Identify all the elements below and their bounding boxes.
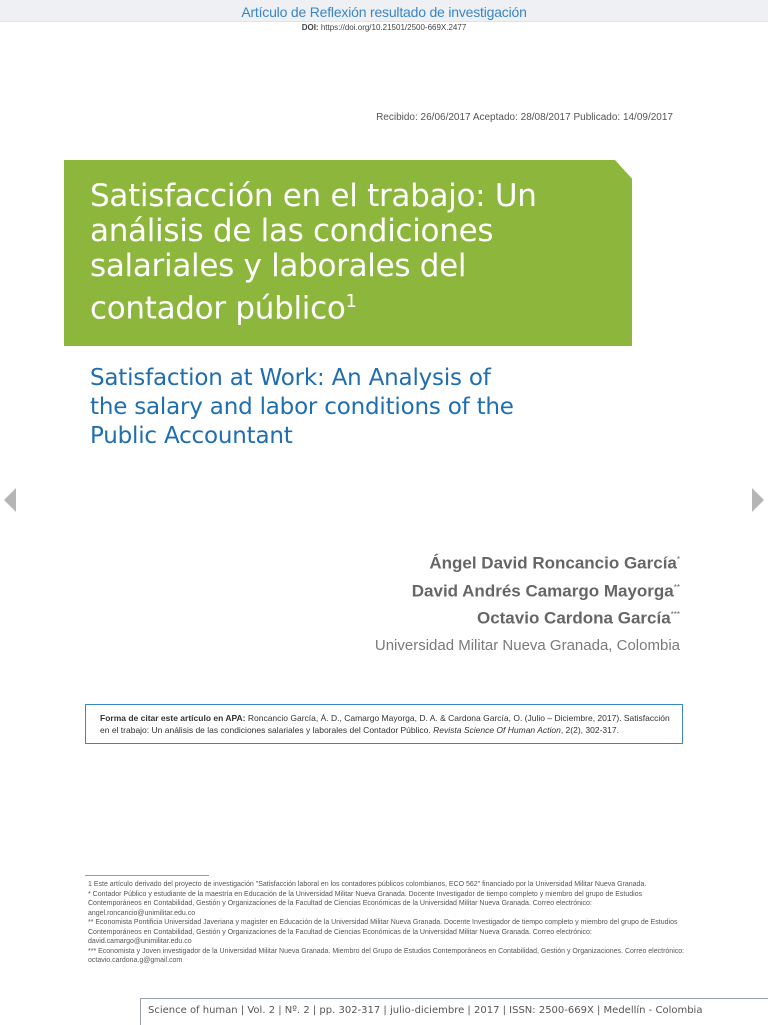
spanish-title-line-text: contador público [90,290,346,327]
spanish-title-line [90,284,630,326]
footnotes [88,880,688,966]
author-name-text: Ángel David Roncancio García [429,553,677,573]
english-title [90,364,650,451]
doi-label: DOI: [301,23,319,32]
publication-dates: Recibido: 26/06/2017 Aceptado: 28/08/2017 Publicado: 14/09/2017 [376,112,673,123]
doi-line [0,23,768,32]
citation-box [85,704,683,744]
journal-footer-text: Science of human | Vol. 2 | Nº. 2 | pp. 302-317 | julio-diciembre | 2017 | ISSN: 2500-669X | Medellín - Colombia [148,1005,703,1016]
english-title-line: the salary and labor conditions of the [90,394,514,420]
footnote: 1 Este artículo derivado del proyecto de investigación "Satisfacción laboral en los contadores públicos colombianos, ECO 562" financiado por la Universidad Militar Nueva Granada. [88,881,647,888]
author-mark: * [676,555,680,564]
article-type-label: Artículo de Reflexión resultado de investigación [241,4,527,20]
citation-volume: , 2(2), 302-317. [560,725,619,735]
footnote: ** Economista Pontificia Universidad Javeriana y magister en Educación de la Universidad Militar Nueva Granada. Docente Investigador de tiempo completo y miembro del grupo de Estudios Contemporáneos en Contabilidad, Gestión y Organizaciones de la Facultad de Ciencias Económicas de la Universidad Militar Nueva Granada. Correo electrónico: david.camargo@unimilitar.edu.co [88,919,678,945]
footnote: * Contador Público y estudiante de la maestría en Educación de la Universidad Militar Nueva Granada. Docente Investigador de tiempo completo y miembro del grupo de Estudios Contemporáneos en Contabilidad, Gestión y Organizaciones de la Facultad de Ciencias Económicas de la Universidad Militar Nueva Granada. Correo electrónico: angel.roncancio@unimilitar.edu.co [88,890,643,917]
spanish-title-line: Satisfacción en el trabajo: Un [90,178,537,214]
citation-body: Roncancio García, Á. D., Camargo Mayorga, D. A. & Cardona García, O. (Julio – Diciembre, 2017). Satisfacción en el trabajo: Un análisis de las condiciones salariales y laborales del Contador Público. [100,713,670,735]
author-name-text: Octavio Cardona García [476,608,671,628]
footnote: *** Economista y Joven investigador de la Universidad Militar Nueva Granada. Miembro del Grupo de Estudios Contemporáneos en Contabilidad, Gestión y Organizaciones. Correo electrónico: octavio.cardona.g@gmail.com [88,947,685,964]
footnote-marker: 1 [345,291,357,312]
next-page-arrow-icon[interactable] [752,488,764,512]
author-name [300,603,680,631]
english-title-line: Satisfaction at Work: An Analysis of [90,365,491,391]
spanish-title [90,179,630,326]
author-name-text: David Andrés Camargo Mayorga [411,581,674,601]
citation-journal: Revista Science Of Human Action [433,725,561,735]
author-mark: *** [670,610,680,620]
doi-link[interactable]: https://doi.org/10.21501/2500-669X.2477 [320,23,467,32]
author-mark: ** [673,582,680,592]
journal-footer [140,998,768,1025]
citation-text [100,712,675,736]
citation-label: Forma de citar este artículo en APA: [100,713,246,723]
spanish-title-line: análisis de las condiciones [90,213,494,249]
affiliation: Universidad Militar Nueva Granada, Colombia [374,637,680,654]
author-list [300,548,680,631]
english-title-line: Public Accountant [90,423,293,449]
previous-page-arrow-icon[interactable] [4,488,16,512]
spanish-title-line: salariales y laborales del [90,248,467,284]
author-name [300,576,680,604]
top-header-bar [0,0,768,22]
footnote-divider [85,875,209,876]
author-name [300,548,680,576]
